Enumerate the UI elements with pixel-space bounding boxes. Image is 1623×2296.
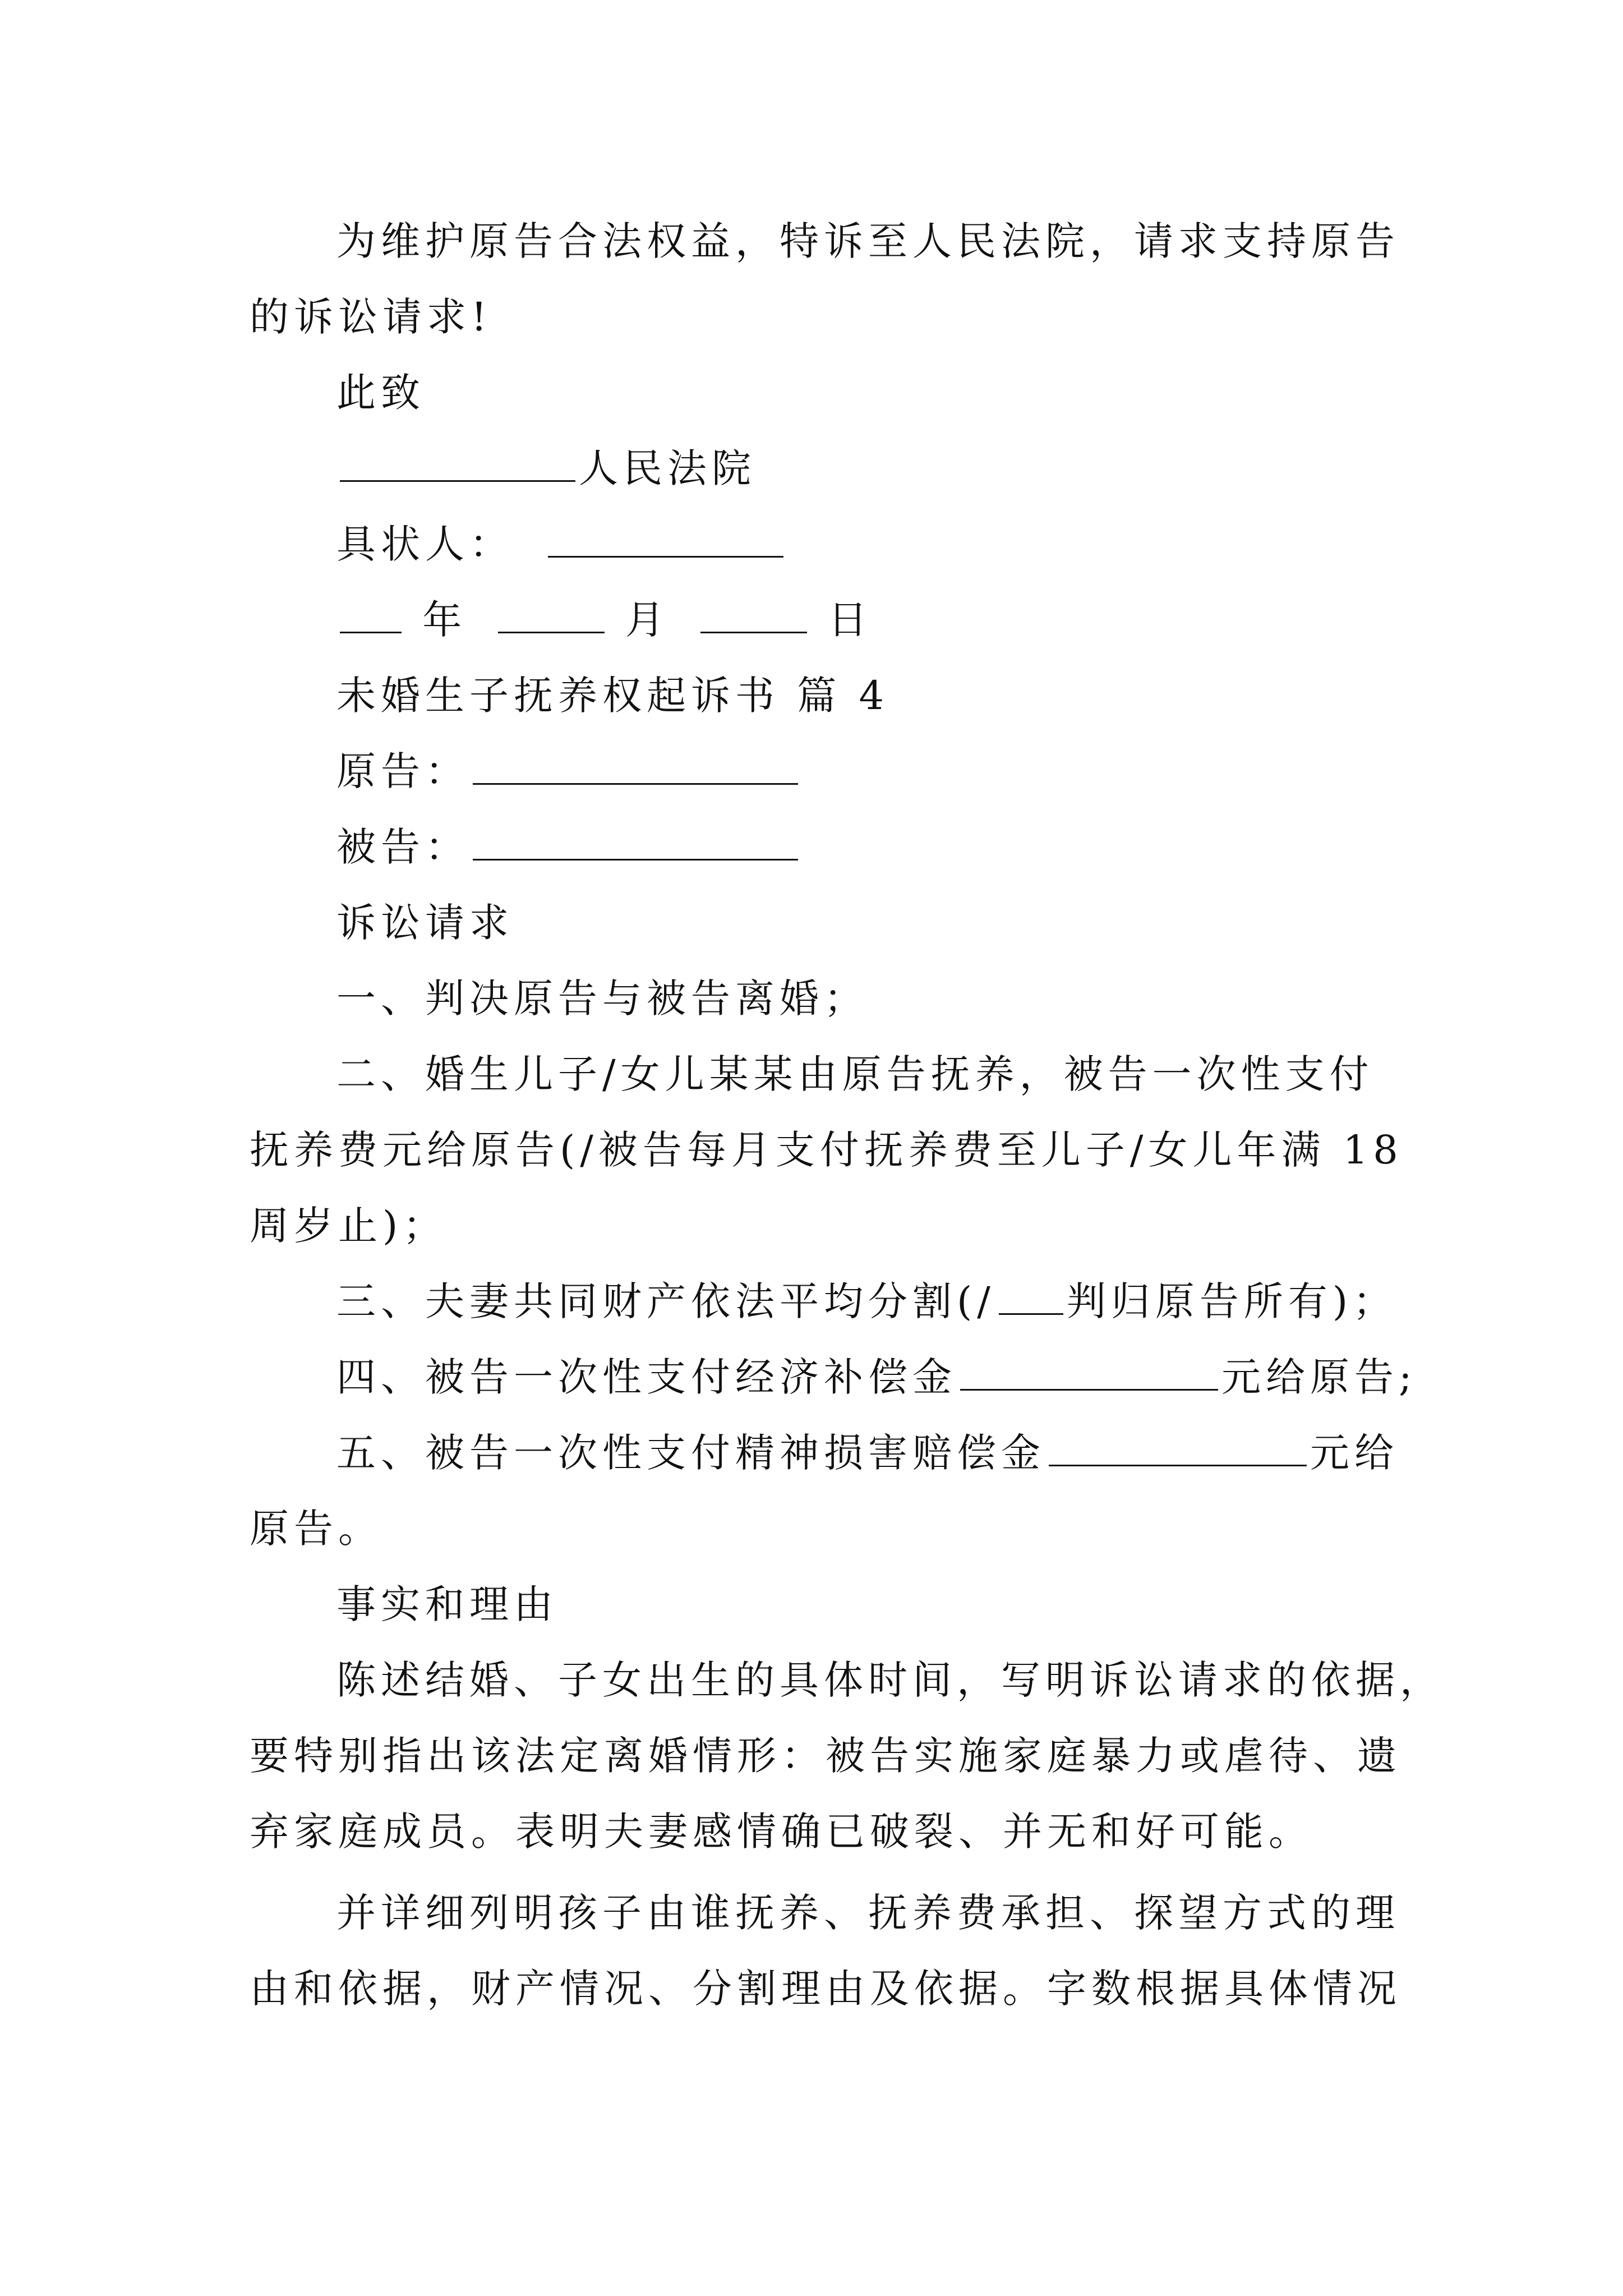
claim-item-cont: 原告。: [250, 1506, 382, 1552]
claim4-blank: [960, 1355, 1218, 1391]
paragraph-line: 的诉讼请求!: [250, 294, 492, 340]
signer-label: 具状人：: [336, 521, 514, 567]
facts-heading: 事实和理由: [336, 1581, 558, 1627]
claim5-text-end: 元给: [1310, 1430, 1399, 1476]
claim4-text-end: 元给原告;: [1221, 1354, 1417, 1400]
defendant-blank: [473, 825, 798, 861]
claim-item: 二、婚生儿子/女儿某某由原告抚养，被告一次性支付: [336, 1051, 1374, 1097]
plaintiff-label: 原告：: [336, 748, 469, 794]
claim-item: [336, 1428, 1399, 1478]
defendant-label: 被告：: [336, 824, 469, 870]
court-name-blank: [340, 447, 575, 482]
date-year-label: 年: [422, 597, 467, 643]
court-line: [336, 443, 756, 494]
paragraph-line: 陈述结婚、子女出生的具体时间，写明诉讼请求的依据，: [336, 1657, 1444, 1703]
claims-heading: 诉讼请求: [336, 900, 514, 946]
claim-item-cont: 抚养费元给原告(/被告每月支付抚养费至儿子/女儿年满 18: [250, 1127, 1403, 1173]
paragraph-line: 为维护原告合法权益，特诉至人民法院，请求支持原告: [336, 218, 1400, 264]
claim3-text-end: 判归原告所有)；: [1066, 1278, 1398, 1324]
plaintiff-line: [336, 746, 801, 797]
claim3-blank: [999, 1280, 1063, 1315]
date-day-label: 日: [828, 597, 873, 643]
claim5-text: 五、被告一次性支付精神损害赔偿金: [336, 1430, 1045, 1476]
signer-blank: [548, 522, 783, 558]
claim-item: 一、判决原告与被告离婚；: [336, 976, 868, 1022]
paragraph-line: 要特别指出该法定离婚情形：被告实施家庭暴力或虐待、遗: [250, 1733, 1401, 1779]
signer-line: [336, 519, 787, 569]
month-blank: [498, 598, 605, 633]
claim3-text: 三、夫妻共同财产依法平均分割(/: [336, 1278, 995, 1324]
day-blank: [700, 598, 807, 633]
claim4-text: 四、被告一次性支付经济补偿金: [336, 1354, 957, 1400]
date-month-label: 月: [625, 597, 670, 643]
year-blank: [340, 598, 402, 633]
plaintiff-blank: [473, 749, 798, 785]
paragraph-line: 弃家庭成员。表明夫妻感情确已破裂、并无和好可能。: [250, 1809, 1313, 1855]
court-suffix: 人民法院: [579, 445, 756, 491]
defendant-line: [336, 822, 801, 872]
salutation: 此致: [336, 370, 425, 416]
section-title: 未婚生子抚养权起诉书 篇 4: [336, 673, 889, 719]
claim-item-cont: 周岁止)；: [250, 1203, 448, 1249]
paragraph-line: 并详细列明孩子由谁抚养、抚养费承担、探望方式的理: [336, 1890, 1400, 1936]
paragraph-line: 由和依据，财产情况、分割理由及依据。字数根据具体情况: [250, 1966, 1401, 2012]
claim-item: [336, 1276, 1397, 1327]
date-line: [336, 595, 872, 645]
claim5-blank: [1049, 1431, 1307, 1466]
claim-item: [336, 1352, 1417, 1402]
